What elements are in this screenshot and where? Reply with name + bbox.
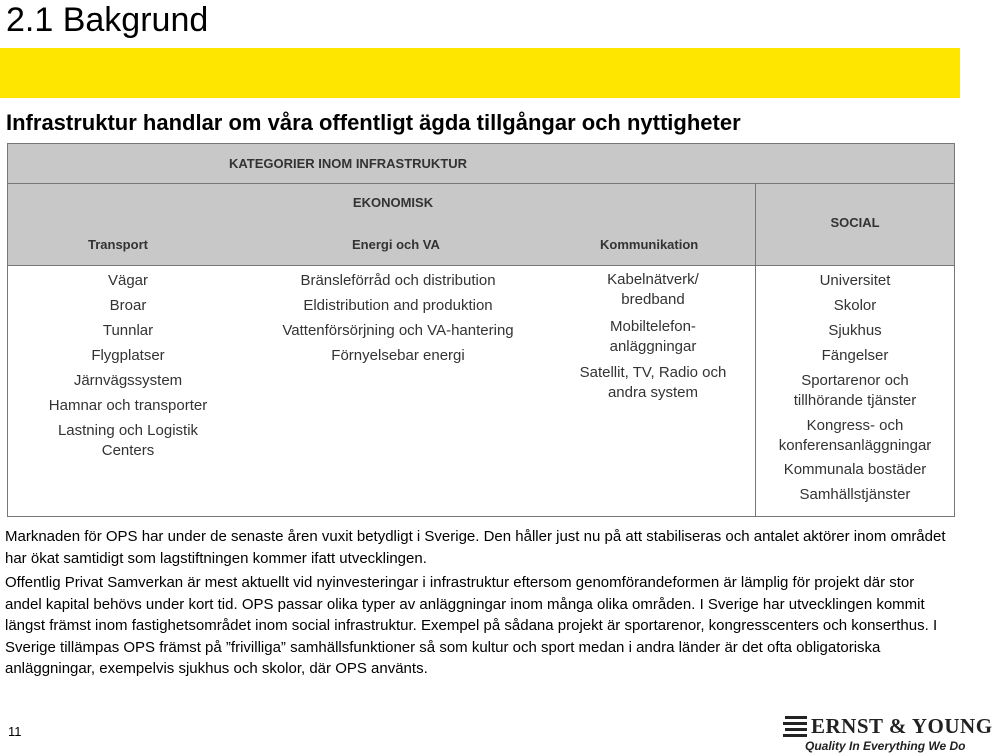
list-item: Vattenförsörjning och VA-hantering xyxy=(282,322,514,339)
social-cell xyxy=(756,268,954,507)
header-kategorier: KATEGORIER INOM INFRASTRUKTUR xyxy=(228,156,468,171)
column-header-energi: Energi och VA xyxy=(352,237,440,252)
list-item: Kabelnätverk/ xyxy=(607,271,699,288)
list-item: bredband xyxy=(621,291,685,308)
list-item: Centers xyxy=(101,442,155,459)
body-paragraph-2: Offentlig Privat Samverkan är mest aktuellt vid nyinvesteringar i infrastruktur eftersom genomförandeformen är lämplig för projekt där stor andel kapital behövs under kort tid. OPS passar olika typer av anläggningar inom många olika områden. I Sverige har utvecklingen kommit längst främst inom fastighetsområdet inom social infrastruktur. Exempel på sådana projekt är sportarenor, kongresscenters och konserthus. I Sverige tillämpas OPS främst på ”frivilliga” samhällsfunktioner så som kultur och sport medan i andra länder är det ofta obligatoriska anläggningar, exempelvis sjukhus och skolor, där OPS använts. xyxy=(5,574,938,677)
body-paragraph-1: Marknaden för OPS har under de senaste åren vuxit betydligt i Sverige. Den håller just nu på att stabiliseras och antalet aktörer inom området har ökat samtidigt som lagstiftningen kommer ifatt utvecklingen. xyxy=(5,528,946,567)
list-item: Flygplatser xyxy=(91,347,165,364)
list-item: Järnvägssystem xyxy=(73,372,183,389)
title-accent-band xyxy=(0,48,960,98)
list-item: andra system xyxy=(607,384,699,401)
grid-line xyxy=(8,265,954,266)
list-item: Samhällstjänster xyxy=(799,486,911,503)
list-item: Broar xyxy=(109,297,147,314)
header-ekonomisk: EKONOMISK xyxy=(352,195,434,210)
column-header-kommunikation: Kommunikation xyxy=(600,237,699,252)
page-number: 11 xyxy=(8,724,22,739)
infrastructure-categories-table xyxy=(7,143,955,517)
grid-line xyxy=(8,183,954,184)
list-item: Lastning och Logistik xyxy=(57,422,199,439)
list-item: Fängelser xyxy=(821,347,889,364)
list-item: Kongress- och xyxy=(806,417,904,434)
column-header-transport: Transport xyxy=(88,237,148,252)
table-header-top xyxy=(8,144,954,183)
logo-tagline: Quality In Everything We Do xyxy=(805,739,966,753)
transport-cell xyxy=(8,268,248,461)
list-item: Sportarenor och xyxy=(801,372,909,389)
slide-subtitle: Infrastruktur handlar om våra offentligt ägda tillgångar och nyttigheter xyxy=(6,110,741,135)
list-item: anläggningar xyxy=(609,338,697,355)
logo-mark-icon xyxy=(783,716,809,738)
list-item: Förnyelsebar energi xyxy=(331,347,465,364)
list-item: Universitet xyxy=(819,272,891,289)
list-item: Vägar xyxy=(107,272,149,289)
list-item: Satellit, TV, Radio och xyxy=(579,364,727,381)
page-title: 2.1 Bakgrund xyxy=(6,1,209,39)
logo-name: ERNST & YOUNG xyxy=(811,714,993,738)
table-header-social xyxy=(756,184,954,265)
list-item: Eldistribution and produktion xyxy=(303,297,493,314)
list-item: konferensanläggningar xyxy=(778,437,932,454)
kommunikation-cell xyxy=(553,268,753,403)
list-item: Hamnar och transporter xyxy=(48,397,208,414)
header-social: SOCIAL xyxy=(830,215,880,230)
list-item: Tunnlar xyxy=(102,322,154,339)
list-item: Bränsleförråd och distribution xyxy=(300,272,496,289)
table-header-ekonomisk xyxy=(8,184,755,265)
list-item: Mobiltelefon- xyxy=(610,318,696,335)
list-item: Kommunala bostäder xyxy=(783,461,927,478)
ernst-young-logo xyxy=(783,712,993,756)
list-item: Skolor xyxy=(833,297,877,314)
energi-cell xyxy=(248,268,548,368)
list-item: tillhörande tjänster xyxy=(793,392,917,409)
list-item: Sjukhus xyxy=(828,322,882,339)
